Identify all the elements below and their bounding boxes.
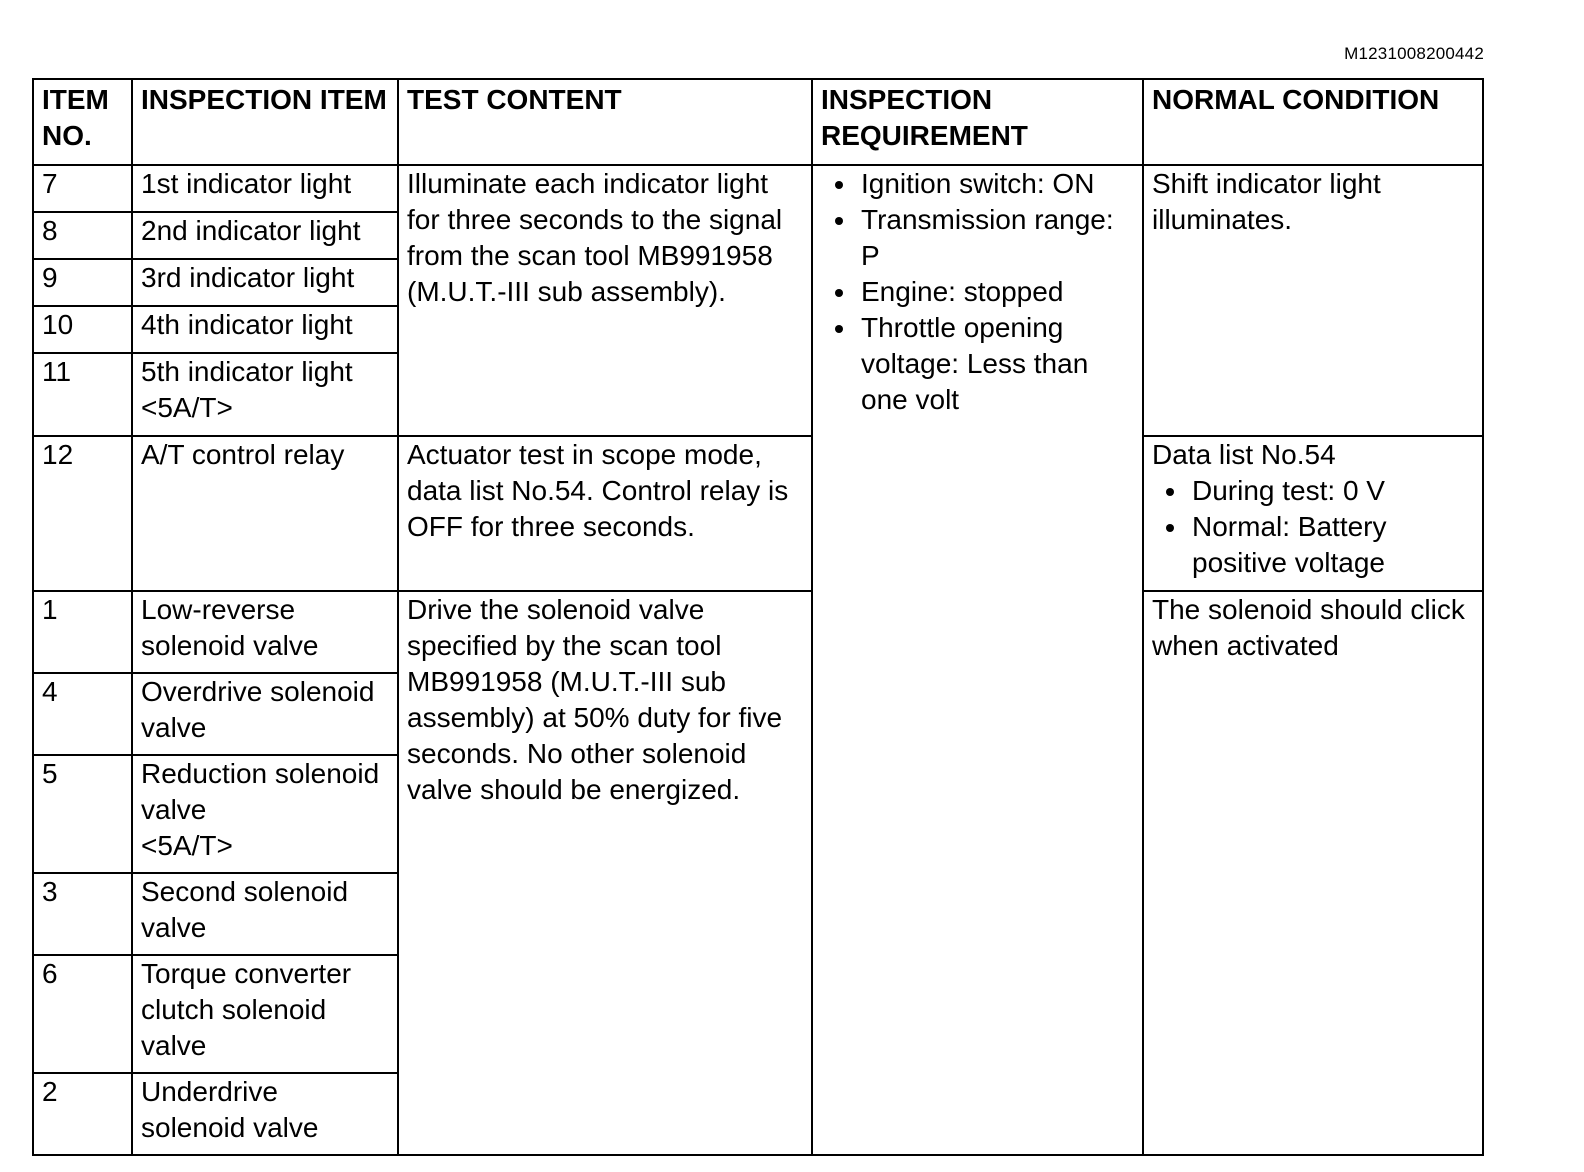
normal-condition-solenoids: The solenoid should click when activated	[1143, 591, 1483, 1155]
normal-condition-control-relay	[1143, 436, 1483, 591]
document-id: M1231008200442	[1344, 44, 1484, 63]
normal-condition-list	[1152, 473, 1474, 581]
inspection-item-label: Reduction solenoid valve	[141, 758, 380, 825]
inspection-item-cell: 1st indicator light	[132, 165, 398, 212]
inspection-item-cell: Overdrive solenoid valve	[132, 673, 398, 755]
col-header-inspection-item: INSPECTION ITEM	[132, 79, 398, 165]
inspection-item-cell	[132, 353, 398, 436]
list-item: Transmission range: P	[861, 202, 1134, 274]
table-row	[33, 591, 1483, 673]
item-no-cell: 1	[33, 591, 132, 673]
item-no-cell: 6	[33, 955, 132, 1073]
list-item: Normal: Battery positive voltage	[1192, 509, 1474, 581]
header-row	[33, 79, 1483, 165]
inspection-item-note: <5A/T>	[141, 830, 233, 861]
col-header-inspection-requirement: INSPECTION REQUIREMENT	[812, 79, 1143, 165]
test-content-control-relay: Actuator test in scope mode, data list No.54. Control relay is OFF for three seconds.	[398, 436, 812, 591]
col-header-item-no: ITEM NO.	[33, 79, 132, 165]
test-content-indicator-lights: Illuminate each indicator light for three seconds to the signal from the scan tool MB991958 (M.U.T.-III sub assembly).	[398, 165, 812, 436]
item-no-cell: 9	[33, 259, 132, 306]
inspection-item-note: <5A/T>	[141, 392, 233, 423]
inspection-item-cell: Second solenoid valve	[132, 873, 398, 955]
list-item: Ignition switch: ON	[861, 166, 1134, 202]
inspection-item-cell	[132, 755, 398, 873]
normal-condition-heading: Data list No.54	[1152, 439, 1336, 470]
normal-condition-indicator-lights: Shift indicator light illuminates.	[1143, 165, 1483, 436]
inspection-requirement-list	[821, 166, 1134, 418]
list-item: Throttle opening voltage: Less than one volt	[861, 310, 1134, 418]
item-no-cell: 8	[33, 212, 132, 259]
inspection-item-label: 5th indicator light	[141, 356, 353, 387]
table-row	[33, 436, 1483, 591]
inspection-item-cell: Torque converter clutch solenoid valve	[132, 955, 398, 1073]
item-no-cell: 12	[33, 436, 132, 591]
inspection-item-cell: 4th indicator light	[132, 306, 398, 353]
inspection-item-cell: 3rd indicator light	[132, 259, 398, 306]
item-no-cell: 3	[33, 873, 132, 955]
item-no-cell: 2	[33, 1073, 132, 1155]
item-no-cell: 10	[33, 306, 132, 353]
test-content-solenoids: Drive the solenoid valve specified by the scan tool MB991958 (M.U.T.-III sub assembly) at 50% duty for five seconds. No other solenoid valve should be energized.	[398, 591, 812, 1155]
col-header-normal-condition: NORMAL CONDITION	[1143, 79, 1483, 165]
inspection-item-cell: 2nd indicator light	[132, 212, 398, 259]
col-header-test-content: TEST CONTENT	[398, 79, 812, 165]
item-no-cell: 5	[33, 755, 132, 873]
item-no-cell: 7	[33, 165, 132, 212]
inspection-item-cell: A/T control relay	[132, 436, 398, 591]
inspection-table	[32, 78, 1484, 1156]
table-row	[33, 165, 1483, 212]
list-item: During test: 0 V	[1192, 473, 1474, 509]
list-item: Engine: stopped	[861, 274, 1134, 310]
inspection-item-cell: Low-reverse solenoid valve	[132, 591, 398, 673]
inspection-requirement-cell	[812, 165, 1143, 1155]
item-no-cell: 4	[33, 673, 132, 755]
item-no-cell: 11	[33, 353, 132, 436]
inspection-item-cell: Underdrive solenoid valve	[132, 1073, 398, 1155]
